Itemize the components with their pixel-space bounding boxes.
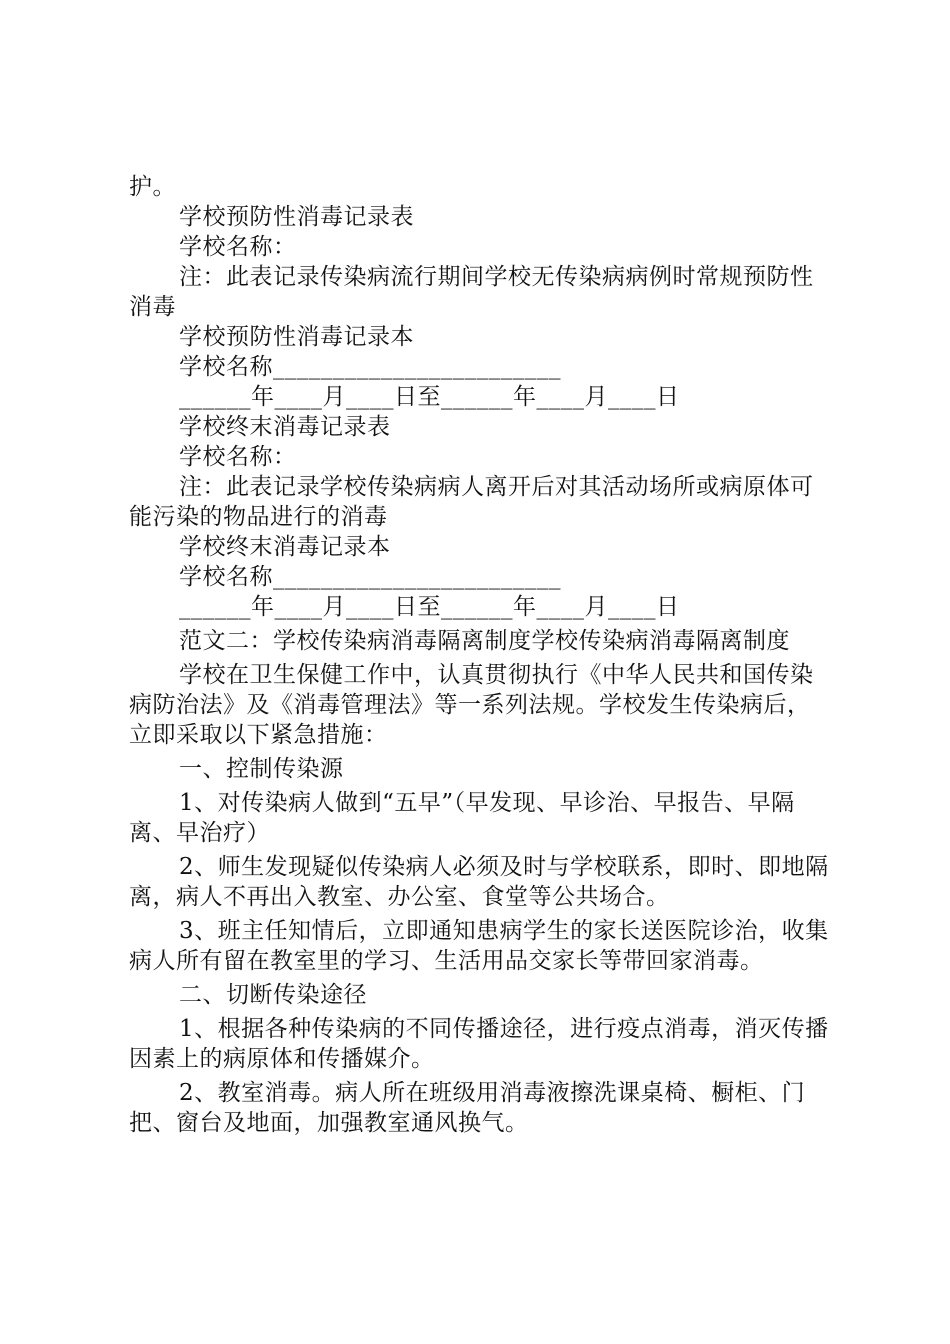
list-item: 3、班主任知情后，立即通知患病学生的家长送医院诊治，收集病人所有留在教室里的学习、生活用品交家长等带回家消毒。	[129, 918, 829, 974]
record-book-title-preventive: 学校预防性消毒记录本	[179, 324, 414, 350]
school-name-label: 学校名称：	[179, 444, 297, 470]
date-range-blank: ______年____月____日至______年____月____日	[179, 594, 680, 620]
heading-cut-transmission: 二、切断传染途径	[179, 982, 367, 1008]
list-item: 2、师生发现疑似传染病人必须及时与学校联系，即时、即地隔离，病人不再出入教室、办公室、食堂等公共场合。	[129, 854, 829, 910]
list-item: 2、教室消毒。病人所在班级用消毒液擦洗课桌椅、橱柜、门把、窗台及地面，加强教室通风换气。	[129, 1080, 806, 1136]
school-name-blank: 学校名称________________________	[179, 564, 561, 590]
intro-paragraph: 学校在卫生保健工作中，认真贯彻执行《中华人民共和国传染病防治法》及《消毒管理法》等一系列法规。学校发生传染病后，立即采取以下紧急措施：	[129, 662, 814, 748]
note-terminal: 注：此表记录学校传染病病人离开后对其活动场所或病原体可能污染的物品进行的消毒	[129, 474, 814, 530]
heading-control-source: 一、控制传染源	[179, 756, 344, 782]
school-name-label: 学校名称：	[179, 234, 297, 260]
table-title-terminal: 学校终末消毒记录表	[179, 414, 391, 440]
record-book-title-terminal: 学校终末消毒记录本	[179, 534, 391, 560]
list-item: 1、对传染病人做到“五早”（早发现、早诊治、早报告、早隔离、早治疗）	[129, 790, 795, 846]
document-body	[129, 172, 829, 1138]
table-title-preventive: 学校预防性消毒记录表	[179, 204, 414, 230]
section-title-example-two: 范文二：学校传染病消毒隔离制度学校传染病消毒隔离制度	[179, 628, 790, 654]
list-item: 1、根据各种传染病的不同传播途径，进行疫点消毒，消灭传播因素上的病原体和传播媒介。	[129, 1016, 829, 1072]
school-name-blank: 学校名称________________________	[179, 354, 561, 380]
note-preventive: 注：此表记录传染病流行期间学校无传染病病例时常规预防性消毒	[129, 264, 814, 320]
paragraph-continuation: 护。	[129, 174, 176, 200]
date-range-blank: ______年____月____日至______年____月____日	[179, 384, 680, 410]
